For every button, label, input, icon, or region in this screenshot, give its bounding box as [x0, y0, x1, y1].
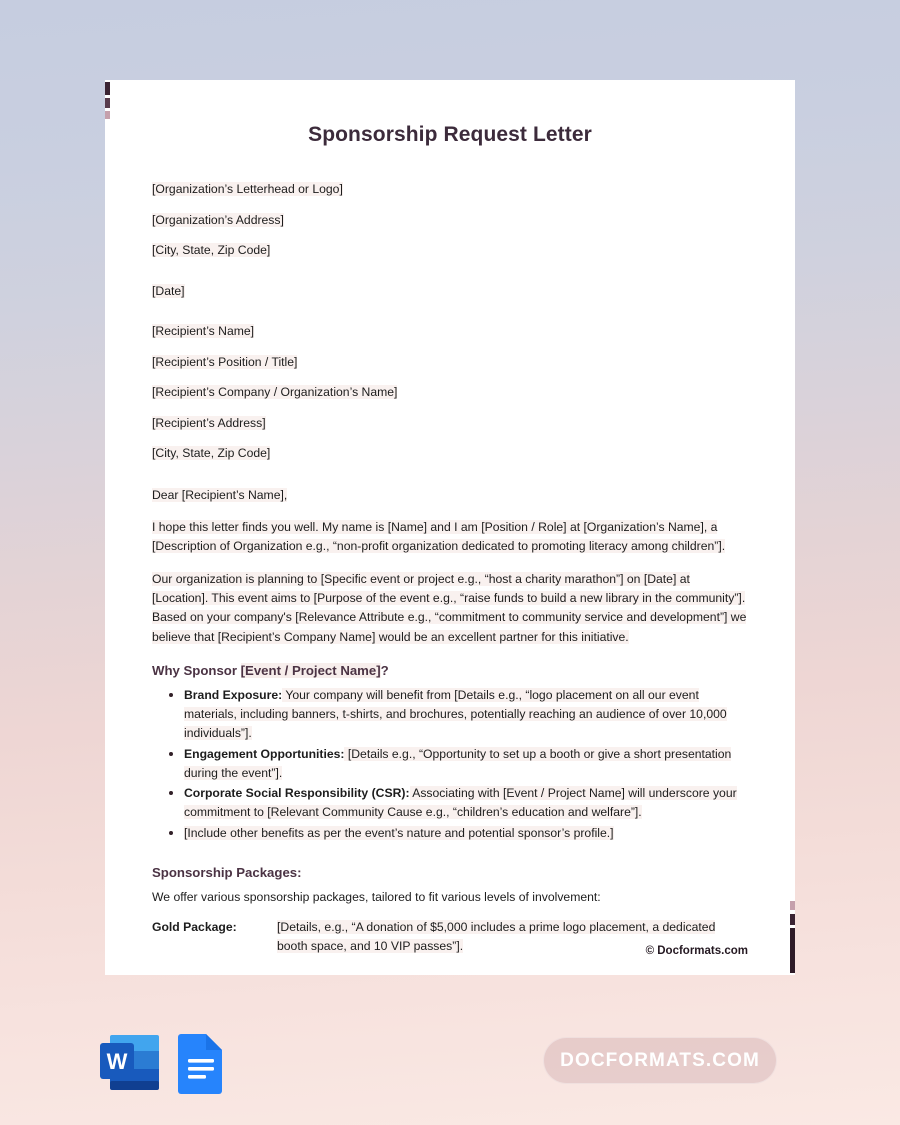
sender-city: [City, State, Zip Code]: [152, 243, 271, 258]
date-block: [152, 282, 748, 301]
corner-bar-1: [790, 901, 795, 910]
why-sponsor-heading-prefix: Why Sponsor: [152, 662, 241, 678]
list-item: [184, 686, 748, 744]
paragraph-intro: [152, 518, 748, 557]
paragraph-event-text: Our organization is planning to [Specific event or project e.g., “host a charity marathon”] on [Date] at [Location]. This event aims to [Purpose of the event e.g., “raise funds to build a new library in the community”]. Based on your company's [Relevance Attribute e.g., “commitment to community service and development”] we believe that [Recipient’s Company Name] would be an excellent partner for this initiative.: [152, 571, 747, 644]
document-body: [152, 80, 748, 975]
bullet-text: Your company will benefit from [Details e.g., “logo placement on all our event materials, including banners, t-shirts, and brochures, potentially reaching an audience of over 10,000 individuals”].: [184, 687, 727, 741]
recipient-name: [Recipient’s Name]: [152, 324, 255, 339]
recipient-block: [152, 322, 748, 463]
recipient-line: [152, 414, 748, 433]
brand-watermark-text: DOCFORMATS.COM: [560, 1049, 760, 1071]
corner-bar-2: [105, 98, 110, 108]
microsoft-word-icon[interactable]: [96, 1029, 163, 1096]
decorative-corner-bottom-right: [790, 901, 795, 973]
sender-line: [152, 241, 748, 260]
corner-bar-3: [105, 111, 110, 119]
recipient-line: [152, 353, 748, 372]
salutation: [152, 486, 748, 505]
paragraph-intro-text: I hope this letter finds you well. My name is [Name] and I am [Position / Role] at [Organization’s Name], a [Description of Organization e.g., “non-profit organization dedicated to promoting literacy among children”].: [152, 520, 726, 554]
bullet-label: Brand Exposure:: [184, 687, 283, 702]
list-item: [184, 784, 748, 823]
letter-body: [152, 486, 748, 647]
sender-letterhead: [Organization’s Letterhead or Logo]: [152, 182, 343, 196]
packages-heading: Sponsorship Packages:: [152, 864, 302, 880]
bullet-label: Corporate Social Responsibility (CSR):: [184, 786, 410, 801]
brand-watermark-badge: [543, 1037, 777, 1084]
recipient-address: [Recipient’s Address]: [152, 415, 266, 430]
document-footer: © Docformats.com: [645, 945, 748, 957]
salutation-text: Dear [Recipient’s Name],: [152, 487, 288, 502]
recipient-line: [152, 322, 748, 341]
corner-bar-3: [790, 928, 795, 973]
why-sponsor-heading: [152, 663, 748, 678]
list-item: [184, 824, 748, 843]
why-sponsor-bullet-list: [152, 686, 748, 843]
packages-intro: We offer various sponsorship packages, tailored to fit various levels of involvement:: [152, 889, 601, 904]
document-page: [105, 80, 795, 975]
corner-bar-2: [790, 914, 795, 925]
why-sponsor-heading-suffix: ?: [380, 662, 389, 678]
recipient-position: [Recipient’s Position / Title]: [152, 354, 298, 369]
recipient-line: [152, 383, 748, 402]
paragraph-event: [152, 570, 748, 647]
recipient-city: [City, State, Zip Code]: [152, 446, 271, 461]
recipient-line: [152, 444, 748, 463]
sender-line: [152, 180, 748, 199]
bullet-label: Engagement Opportunities:: [184, 746, 345, 761]
sender-line: [152, 211, 748, 230]
format-icons: [96, 1029, 226, 1096]
page-title: Sponsorship Request Letter: [308, 123, 592, 146]
why-sponsor-heading-placeholder: [Event / Project Name]: [240, 662, 381, 678]
svg-text:W: W: [106, 1049, 128, 1074]
recipient-company: [Recipient’s Company / Organization’s Name]: [152, 385, 398, 400]
package-description-text: [Details, e.g., “A donation of $5,000 includes a prime logo placement, a dedicated booth space, and 10 VIP passes”].: [277, 920, 716, 954]
bullet-text: [Details e.g., “Opportunity to set up a booth or give a short presentation during the event”].: [184, 746, 732, 780]
sender-address: [Organization’s Address]: [152, 212, 284, 227]
sender-block: [152, 180, 748, 260]
date-line: [152, 282, 748, 301]
bullet-text: [Include other benefits as per the event’s nature and potential sponsor’s profile.]: [184, 825, 614, 840]
decorative-corner-top-left: [105, 82, 110, 124]
corner-bar-1: [105, 82, 110, 95]
package-name: Gold Package:: [152, 920, 237, 935]
bullet-text: Associating with [Event / Project Name] will underscore your commitment to [Relevant Community Cause e.g., “children’s education and welfare”].: [184, 786, 737, 820]
google-docs-icon[interactable]: [176, 1031, 226, 1094]
list-item: [184, 745, 748, 784]
date-placeholder: [Date]: [152, 283, 185, 298]
